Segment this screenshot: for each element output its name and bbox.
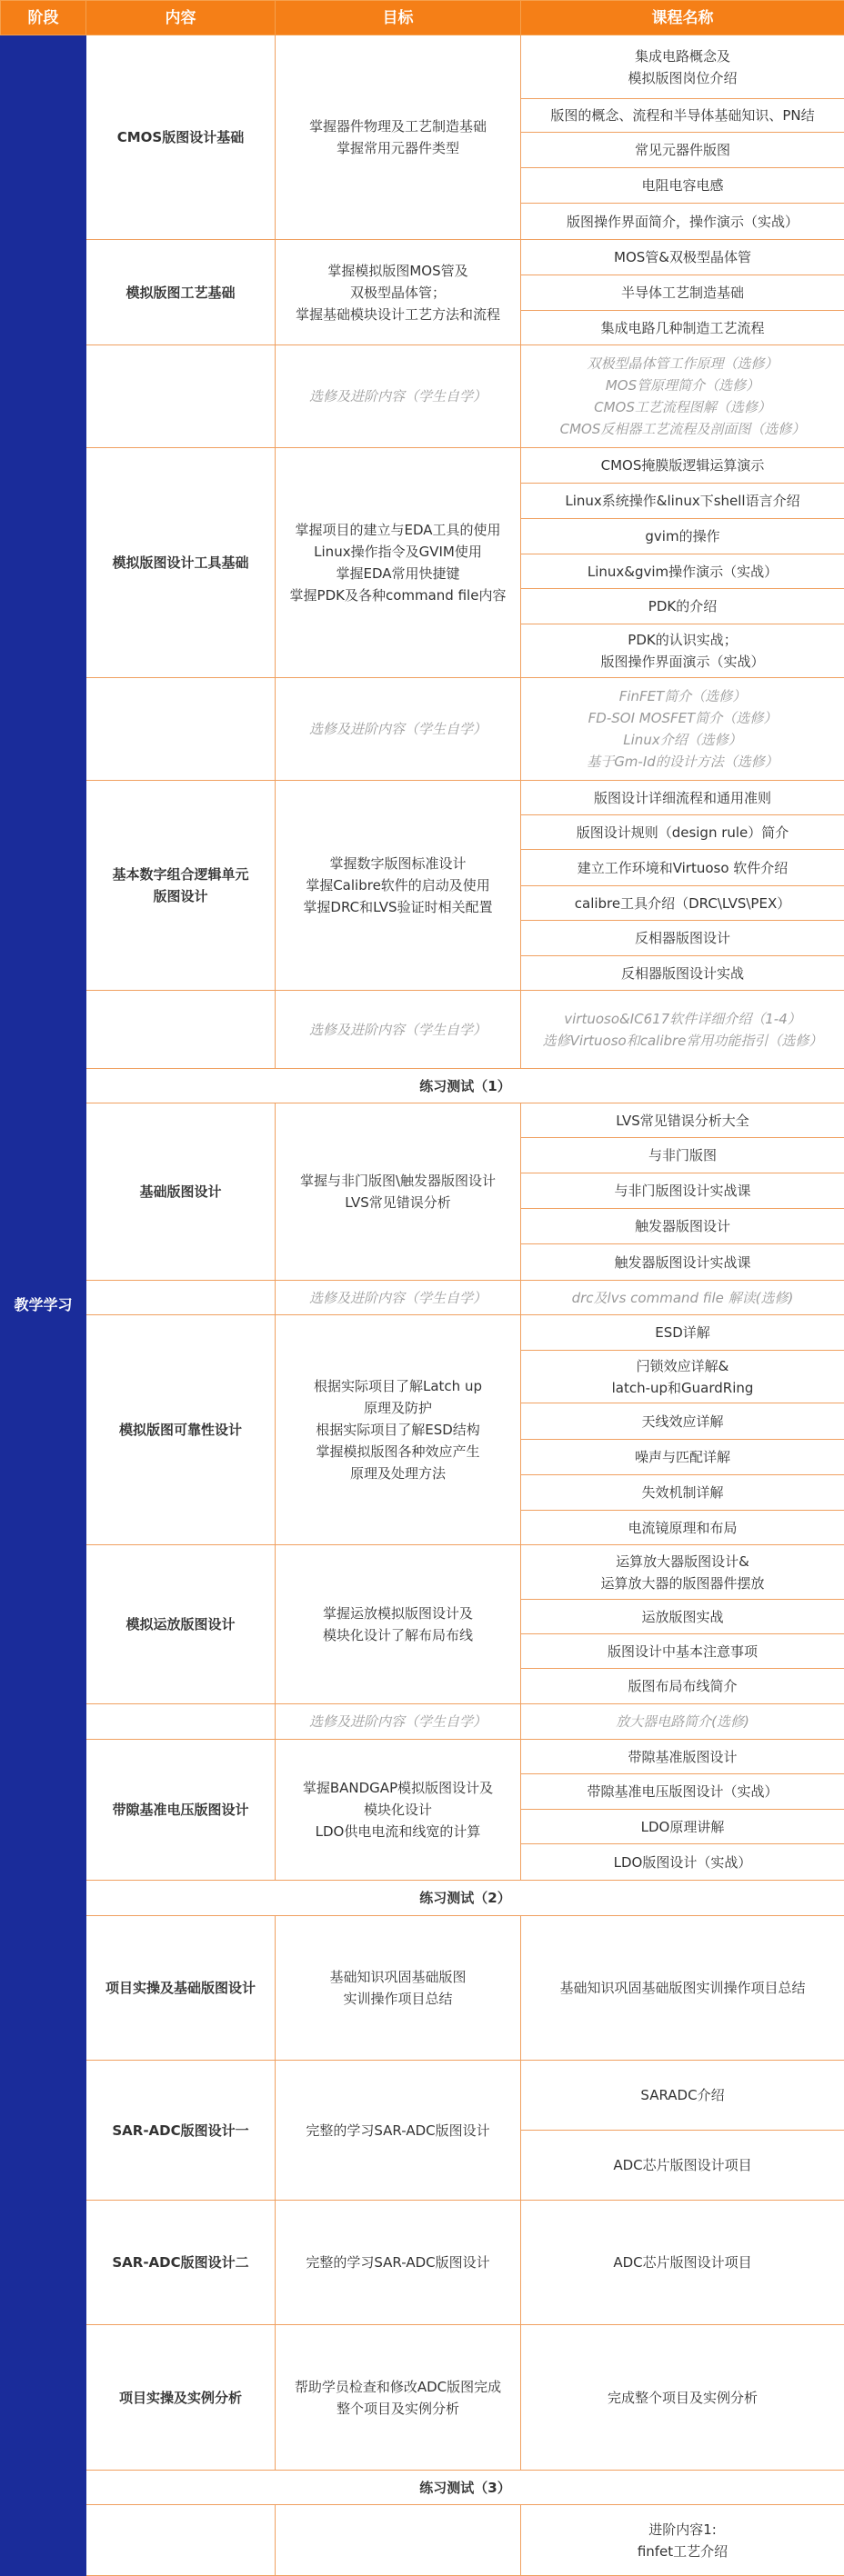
module-goal-line: 掌握模拟版图各种效应产生 <box>316 1443 480 1460</box>
course-cell <box>521 850 844 886</box>
elective-course <box>521 345 844 448</box>
table-row <box>1 781 844 815</box>
course-cell-line: 版图布局布线简介 <box>628 1678 738 1694</box>
module-goal <box>276 2325 521 2471</box>
elective-course <box>521 1704 844 1740</box>
module-content-line: 模拟版图可靠性设计 <box>118 1422 242 1438</box>
course-cell <box>521 2061 844 2131</box>
practice-test-label: 练习测试（2） <box>419 1890 511 1906</box>
module-goal-line: 掌握基础模块设计工艺方法和流程 <box>295 305 500 323</box>
course-cell-line: 半导体工艺制造基础 <box>620 285 744 301</box>
course-cell-line: 模拟版图岗位介绍 <box>628 69 738 86</box>
course-cell <box>521 624 844 678</box>
practice-row <box>1 2471 844 2505</box>
course-cell <box>521 554 844 589</box>
course-cell-line: 集成电路概念及 <box>634 47 730 65</box>
header-stage: 阶段 <box>1 1 86 35</box>
elective-course-line: 选修Virtuoso和calibre常用功能指引（选修） <box>542 1032 823 1049</box>
module-goal-line: 根据实际项目了解ESD结构 <box>316 1422 480 1438</box>
course-cell-line: Linux&gvim操作演示（实战） <box>587 563 779 580</box>
module-goal-line: 掌握Calibre软件的启动及使用 <box>306 877 490 894</box>
course-cell-line: 运放版图实战 <box>641 1608 724 1625</box>
course-cell-line: 运算放大器的版图器件摆放 <box>600 1574 765 1592</box>
elective-row <box>1 991 844 1069</box>
elective-course-line: Linux介绍（选修） <box>623 732 742 748</box>
elective-row <box>1 678 844 781</box>
course-cell-line: LDO版图设计（实战） <box>613 1853 752 1871</box>
module-goal-line: LVS常见错误分析 <box>345 1194 451 1211</box>
module-content-line: 版图设计 <box>153 888 208 904</box>
module-goal-line: 双极型晶体管； <box>349 284 446 301</box>
elective-goal <box>276 991 521 1069</box>
module-content-line: 基本数字组合逻辑单元 <box>112 866 249 883</box>
elective-course <box>521 1281 844 1315</box>
module-goal-line: 掌握模拟版图MOS管及 <box>327 262 468 279</box>
course-cell-line: SARADC介绍 <box>640 2087 725 2103</box>
module-goal-line: 掌握PDK及各种command file内容 <box>289 587 507 604</box>
course-cell-line: 噪声与匹配详解 <box>634 1449 730 1465</box>
course-cell-line: 触发器版图设计实战课 <box>614 1253 751 1271</box>
course-cell-line: 基础知识巩固基础版图实训操作项目总结 <box>559 1980 806 1996</box>
elective-goal <box>276 1704 521 1740</box>
elective-course-line: 双极型晶体管工作原理（选修） <box>587 355 779 372</box>
course-cell-line: Linux系统操作&linux下shell语言介绍 <box>565 493 800 509</box>
module-content <box>86 781 276 991</box>
module-goal <box>276 240 521 345</box>
module-goal-line: 掌握数字版图标准设计 <box>329 855 467 872</box>
course-cell-line: 电阻电容电感 <box>641 177 724 194</box>
course-cell <box>521 956 844 991</box>
header-content: 内容 <box>86 1 276 35</box>
module-goal-line: 实训操作项目总结 <box>343 1991 453 2007</box>
course-cell-line: calibre工具介绍（DRC\LVS\PEX） <box>574 894 791 912</box>
elective-row <box>1 1281 844 1315</box>
elective-goal-label: 选修及进阶内容（学生自学） <box>308 721 487 737</box>
course-cell-line: 运算放大器版图设计& <box>616 1553 749 1570</box>
module-goal-line: Linux操作指令及GVIM使用 <box>314 544 482 560</box>
table-row <box>1 1103 844 1138</box>
elective-goal-label: 选修及进阶内容（学生自学） <box>308 1713 487 1730</box>
elective-course-line: virtuoso&IC617软件详细介绍（1-4） <box>564 1010 801 1027</box>
course-cell-line: 失效机制详解 <box>641 1484 724 1501</box>
elective-content <box>86 678 276 781</box>
practice-test <box>86 1881 844 1916</box>
elective-course <box>521 678 844 781</box>
module-content-line: SAR-ADC版图设计二 <box>112 2254 249 2271</box>
course-cell <box>521 1475 844 1511</box>
elective-content <box>86 1704 276 1740</box>
course-cell-line: 集成电路几种制造工艺流程 <box>600 319 765 336</box>
header-row <box>1 1 844 35</box>
course-cell <box>521 1209 844 1244</box>
course-cell-line: ADC芯片版图设计项目 <box>613 2254 752 2271</box>
table-row <box>1 1740 844 1774</box>
module-content <box>86 2505 276 2576</box>
elective-row <box>1 345 844 448</box>
module-content-line: 带隙基准电压版图设计 <box>112 1802 249 1818</box>
course-cell-line: 与非门版图设计实战课 <box>614 1183 751 1199</box>
module-goal <box>276 2201 521 2325</box>
course-cell <box>521 1774 844 1810</box>
module-content <box>86 448 276 678</box>
module-content-line: 模拟版图设计工具基础 <box>112 554 249 571</box>
course-cell <box>521 1634 844 1669</box>
elective-content <box>86 345 276 448</box>
module-goal-line: 基础知识巩固基础版图 <box>329 1969 467 1985</box>
course-cell <box>521 2505 844 2576</box>
table-row <box>1 35 844 99</box>
elective-course-line: CMOS反相器工艺流程及剖面图（选修） <box>559 421 806 437</box>
elective-course-line: 放大器电路简介(选修) <box>616 1713 749 1730</box>
module-goal-line: 模块化设计 <box>363 1802 432 1818</box>
course-cell-line: 天线效应详解 <box>641 1413 724 1430</box>
module-goal-line: 完整的学习SAR-ADC版图设计 <box>306 2254 490 2271</box>
course-cell-line: 带隙基准电压版图设计（实战） <box>587 1783 779 1800</box>
course-cell-line: 版图设计中基本注意事项 <box>607 1642 758 1660</box>
table-row <box>1 2505 844 2576</box>
module-goal <box>276 2505 521 2576</box>
module-goal <box>276 448 521 678</box>
course-cell-line: 版图设计规则（design rule）简介 <box>576 824 789 841</box>
module-goal-line: 掌握EDA常用快捷键 <box>336 565 460 582</box>
practice-test-label: 练习测试（3） <box>419 2479 511 2496</box>
course-cell <box>521 1244 844 1281</box>
module-content-line: 基础版图设计 <box>139 1183 222 1200</box>
module-content <box>86 1103 276 1281</box>
practice-row <box>1 1069 844 1103</box>
module-content-line: CMOS版图设计基础 <box>116 129 245 145</box>
stage-cell <box>1 35 86 2576</box>
table-row <box>1 1545 844 1600</box>
course-cell-line: CMOS掩膜版逻辑运算演示 <box>600 457 765 474</box>
elective-content <box>86 1281 276 1315</box>
header-course: 课程名称 <box>521 1 844 35</box>
module-content-line: 模拟版图工艺基础 <box>126 284 236 301</box>
course-cell-line: latch-up和GuardRing <box>611 1379 754 1396</box>
course-cell-line: 版图设计详细流程和通用准则 <box>593 789 771 806</box>
module-goal <box>276 1315 521 1545</box>
course-cell <box>521 1669 844 1704</box>
course-cell <box>521 1740 844 1774</box>
module-goal <box>276 2061 521 2201</box>
course-cell <box>521 1844 844 1881</box>
elective-goal <box>276 678 521 781</box>
module-goal-line: 掌握与非门版图\触发器版图设计 <box>299 1173 497 1189</box>
course-cell <box>521 133 844 168</box>
practice-test <box>86 1069 844 1103</box>
table-row <box>1 448 844 484</box>
module-content <box>86 1545 276 1704</box>
course-cell <box>521 484 844 519</box>
course-cell-line: 版图操作界面演示（实战） <box>600 654 765 670</box>
module-content <box>86 1916 276 2061</box>
course-cell <box>521 99 844 133</box>
course-cell <box>521 2131 844 2201</box>
stage-label: 教学学习 <box>14 1296 73 1313</box>
elective-goal <box>276 1281 521 1315</box>
module-goal-line: 掌握BANDGAP模拟版图设计及 <box>302 1780 494 1796</box>
course-cell <box>521 448 844 484</box>
header-goal: 目标 <box>276 1 521 35</box>
course-cell <box>521 2201 844 2325</box>
module-goal-line: 整个项目及实例分析 <box>336 2400 459 2417</box>
module-content <box>86 2061 276 2201</box>
module-goal <box>276 35 521 240</box>
course-cell-line: 触发器版图设计 <box>634 1218 730 1234</box>
course-cell-line: 反相器版图设计 <box>634 930 730 946</box>
course-cell-line: 常见元器件版图 <box>634 142 730 158</box>
course-cell <box>521 1351 844 1403</box>
module-content <box>86 1740 276 1881</box>
course-cell-line: gvim的操作 <box>645 528 720 544</box>
table-row <box>1 240 844 275</box>
module-content <box>86 2325 276 2471</box>
module-content-line: SAR-ADC版图设计一 <box>112 2122 249 2139</box>
module-goal-line: 掌握项目的建立与EDA工具的使用 <box>295 522 501 538</box>
course-cell <box>521 1600 844 1634</box>
course-cell <box>521 240 844 275</box>
elective-course-line: 基于Gm-Id的设计方法（选修） <box>587 754 779 770</box>
table-row <box>1 1315 844 1351</box>
practice-test-label: 练习测试（1） <box>419 1077 511 1094</box>
module-goal-line: 掌握运放模拟版图设计及 <box>322 1605 473 1622</box>
course-cell <box>521 275 844 311</box>
elective-course-line: MOS管原理简介（选修） <box>605 377 760 394</box>
course-cell-line: 与非门版图 <box>648 1147 717 1163</box>
course-cell <box>521 781 844 815</box>
course-cell <box>521 921 844 956</box>
elective-row <box>1 1704 844 1740</box>
course-cell <box>521 1403 844 1440</box>
elective-course-line: FinFET简介（选修） <box>618 688 747 704</box>
elective-goal-label: 选修及进阶内容（学生自学） <box>308 1021 487 1038</box>
course-cell-line: MOS管&双极型晶体管 <box>614 249 751 265</box>
course-cell-line: 建立工作环境和Virtuoso 软件介绍 <box>577 859 789 876</box>
module-goal <box>276 781 521 991</box>
module-content <box>86 35 276 240</box>
course-cell <box>521 1103 844 1138</box>
course-cell <box>521 1138 844 1173</box>
course-cell <box>521 1810 844 1844</box>
course-cell-line: LDO原理讲解 <box>640 1818 725 1835</box>
course-cell <box>521 2325 844 2471</box>
course-cell <box>521 1916 844 2061</box>
practice-test <box>86 2471 844 2505</box>
module-content-line: 模拟运放版图设计 <box>126 1616 236 1632</box>
table-row <box>1 2061 844 2131</box>
module-goal-line: 掌握常用元器件类型 <box>336 140 459 156</box>
module-goal-line: 掌握DRC和LVS验证时相关配置 <box>303 899 493 915</box>
course-cell <box>521 1315 844 1351</box>
elective-course-line: FD-SOI MOSFET简介（选修） <box>588 710 778 726</box>
module-content-line: 项目实操及实例分析 <box>118 2389 242 2406</box>
module-goal <box>276 1545 521 1704</box>
course-cell <box>521 815 844 850</box>
elective-course <box>521 991 844 1069</box>
course-cell-line: PDK的认识实战； <box>628 632 738 648</box>
course-cell-line: finfet工艺介绍 <box>637 2542 728 2560</box>
module-goal <box>276 1740 521 1881</box>
elective-content <box>86 991 276 1069</box>
module-goal-line: 根据实际项目了解Latch up <box>314 1378 482 1394</box>
course-cell <box>521 311 844 345</box>
module-goal-line: 原理及处理方法 <box>349 1465 446 1482</box>
course-cell-line: ADC芯片版图设计项目 <box>613 2157 752 2173</box>
elective-goal <box>276 345 521 448</box>
module-goal-line: 完整的学习SAR-ADC版图设计 <box>306 2122 490 2139</box>
course-cell <box>521 1545 844 1600</box>
module-goal-line: 原理及防护 <box>363 1400 432 1416</box>
course-cell <box>521 1173 844 1209</box>
module-goal <box>276 1916 521 2061</box>
course-cell-line: LVS常见错误分析大全 <box>616 1112 749 1129</box>
module-content <box>86 240 276 345</box>
table-row <box>1 2201 844 2325</box>
module-goal-line: 掌握器件物理及工艺制造基础 <box>308 118 487 135</box>
module-content <box>86 2201 276 2325</box>
module-content <box>86 1315 276 1545</box>
course-cell-line: 电流镜原理和布局 <box>628 1519 738 1536</box>
course-cell-line: 版图操作界面简介，操作演示（实战） <box>566 213 799 230</box>
course-cell <box>521 589 844 624</box>
course-cell <box>521 1511 844 1545</box>
elective-course-line: drc及lvs command file 解读(选修) <box>571 1289 794 1306</box>
course-cell-line: 闩锁效应详解& <box>636 1357 729 1374</box>
table-row <box>1 2325 844 2471</box>
module-goal <box>276 1103 521 1281</box>
module-goal-line: 帮助学员检查和修改ADC版图完成 <box>294 2378 502 2395</box>
course-cell <box>521 168 844 204</box>
course-cell-line: PDK的介绍 <box>648 598 718 614</box>
course-cell <box>521 35 844 99</box>
course-cell <box>521 886 844 921</box>
course-cell <box>521 204 844 240</box>
course-cell-line: 版图的概念、流程和半导体基础知识、PN结 <box>550 107 815 124</box>
course-cell-line: 进阶内容1: <box>648 2521 717 2538</box>
elective-goal-label: 选修及进阶内容（学生自学） <box>308 1289 487 1306</box>
elective-goal-label: 选修及进阶内容（学生自学） <box>308 388 487 404</box>
course-cell-line: 完成整个项目及实例分析 <box>607 2389 758 2406</box>
module-content-line: 项目实操及基础版图设计 <box>105 1980 256 1996</box>
course-cell <box>521 519 844 554</box>
table-row <box>1 1916 844 2061</box>
course-cell-line: 带隙基准版图设计 <box>628 1748 738 1765</box>
course-cell-line: ESD详解 <box>655 1324 710 1341</box>
table-body <box>1 35 844 2576</box>
module-goal-line: LDO供电电流和线宽的计算 <box>315 1823 481 1840</box>
practice-row <box>1 1881 844 1916</box>
course-cell-line: 反相器版图设计实战 <box>620 964 744 982</box>
module-goal-line: 模块化设计了解布局布线 <box>322 1627 473 1643</box>
elective-course-line: CMOS工艺流程图解（选修） <box>594 399 771 415</box>
course-cell <box>521 1440 844 1475</box>
